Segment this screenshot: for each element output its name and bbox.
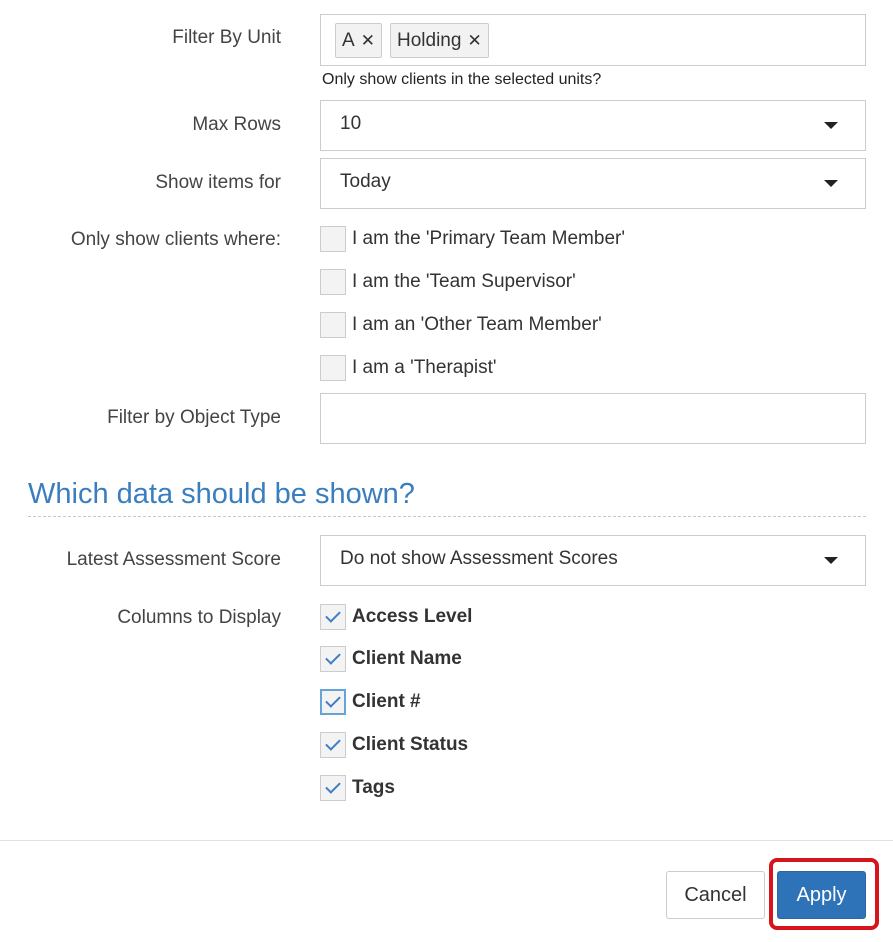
show-items-label: Show items for bbox=[155, 172, 281, 193]
checkbox[interactable] bbox=[320, 312, 346, 338]
footer-divider bbox=[0, 840, 893, 841]
object-type-input[interactable] bbox=[320, 393, 866, 444]
checkmark-icon bbox=[325, 735, 341, 751]
show-items-select[interactable] bbox=[320, 158, 866, 209]
assessment-select[interactable] bbox=[320, 535, 866, 586]
column-client-name[interactable] bbox=[320, 646, 462, 672]
checkbox-label: Client Name bbox=[352, 648, 462, 669]
unit-tag-label: Holding bbox=[397, 29, 462, 51]
chevron-down-icon bbox=[824, 557, 838, 564]
assessment-label: Latest Assessment Score bbox=[66, 549, 281, 570]
apply-highlight-box bbox=[769, 858, 879, 930]
checkmark-icon bbox=[325, 778, 341, 794]
filter-by-unit-label: Filter By Unit bbox=[172, 27, 281, 48]
show-items-value: Today bbox=[340, 171, 391, 192]
max-rows-label: Max Rows bbox=[192, 114, 281, 135]
chevron-down-icon bbox=[824, 122, 838, 129]
option-other-team-member[interactable] bbox=[320, 312, 602, 338]
checkmark-icon bbox=[325, 692, 341, 708]
option-therapist[interactable] bbox=[320, 355, 497, 381]
checkbox[interactable] bbox=[320, 732, 346, 758]
remove-tag-icon[interactable]: ✕ bbox=[467, 30, 482, 50]
unit-tag-label: A bbox=[342, 29, 355, 51]
only-show-label: Only show clients where: bbox=[70, 229, 281, 250]
max-rows-select[interactable] bbox=[320, 100, 866, 151]
section-divider bbox=[28, 516, 866, 517]
cancel-button[interactable]: Cancel bbox=[666, 871, 765, 919]
checkbox-label: Access Level bbox=[352, 606, 473, 627]
checkbox-label: I am the 'Team Supervisor' bbox=[352, 271, 576, 292]
chevron-down-icon bbox=[824, 180, 838, 187]
columns-label: Columns to Display bbox=[117, 607, 281, 628]
option-team-supervisor[interactable] bbox=[320, 269, 576, 295]
section-title: Which data should be shown? bbox=[28, 478, 415, 510]
checkbox-label: I am a 'Therapist' bbox=[352, 357, 497, 378]
column-client-status[interactable] bbox=[320, 732, 468, 758]
checkmark-icon bbox=[325, 649, 341, 665]
checkbox[interactable] bbox=[320, 604, 346, 630]
checkbox-label: Client # bbox=[352, 691, 421, 712]
checkbox[interactable] bbox=[320, 269, 346, 295]
option-primary-team-member[interactable] bbox=[320, 226, 625, 252]
checkbox[interactable] bbox=[320, 646, 346, 672]
column-access-level[interactable] bbox=[320, 604, 472, 630]
checkbox-label: I am an 'Other Team Member' bbox=[352, 314, 602, 335]
checkmark-icon bbox=[325, 607, 341, 623]
unit-help-text: Only show clients in the selected units? bbox=[322, 71, 602, 88]
unit-tag-a bbox=[335, 23, 382, 58]
unit-tag-holding bbox=[390, 23, 489, 58]
checkbox[interactable] bbox=[320, 689, 346, 715]
remove-tag-icon[interactable]: ✕ bbox=[360, 30, 375, 50]
object-type-label: Filter by Object Type bbox=[107, 407, 281, 428]
max-rows-value: 10 bbox=[340, 113, 362, 134]
checkbox[interactable] bbox=[320, 355, 346, 381]
checkbox[interactable] bbox=[320, 775, 346, 801]
column-tags[interactable] bbox=[320, 775, 395, 801]
checkbox-label: Tags bbox=[352, 777, 395, 798]
apply-button[interactable]: Apply bbox=[777, 871, 866, 919]
column-client-number[interactable] bbox=[320, 689, 421, 715]
checkbox[interactable] bbox=[320, 226, 346, 252]
checkbox-label: Client Status bbox=[352, 734, 469, 755]
checkbox-label: I am the 'Primary Team Member' bbox=[352, 228, 625, 249]
assessment-value: Do not show Assessment Scores bbox=[340, 548, 618, 569]
unit-multiselect[interactable] bbox=[320, 14, 866, 66]
